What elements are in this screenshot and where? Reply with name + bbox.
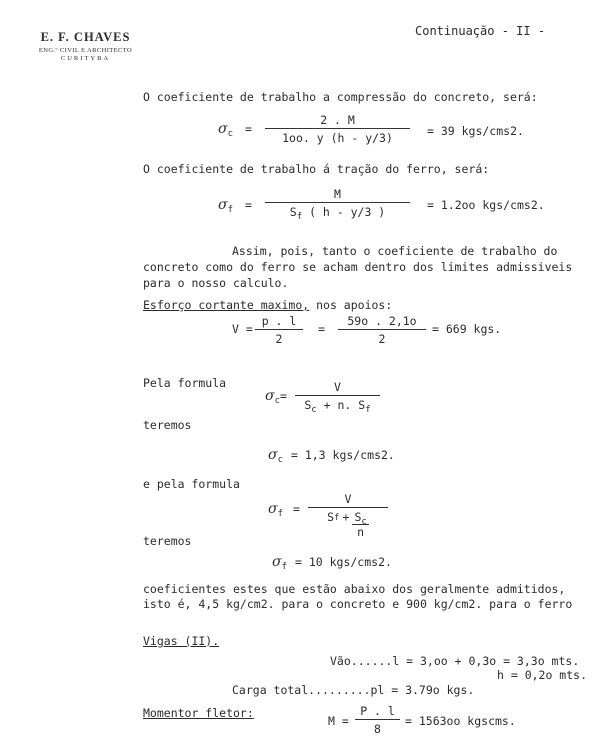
result-sigma-f: [272, 553, 392, 571]
result-sigma-c: [268, 446, 395, 464]
sigma-subscript: f: [281, 562, 287, 572]
result-value: = 1,3 kgs/cms2.: [290, 448, 395, 462]
fraction-denominator: 2: [275, 332, 283, 346]
result-f2: = 1.2oo kgs/cms2.: [427, 198, 545, 212]
fraction-numerator: M: [334, 187, 341, 201]
sigma-symbol: σ: [268, 447, 278, 463]
equals-sign: =: [292, 502, 300, 516]
paragraph-assim-line1: Assim, pois, tanto o coeficiente de trabalho do: [232, 244, 558, 258]
paragraph-compression: O coeficiente de trabalho a compressão do concreto, será:: [143, 90, 538, 104]
paragraph-coeficientes-line1: coeficientes estes que estão abaixo dos geralmente admitidos,: [143, 582, 566, 596]
vao-line: Vão......l = 3,oo + 0,3o = 3,3o mts.: [330, 654, 580, 668]
paragraph-assim-line3: para o nosso calculo.: [143, 276, 289, 290]
page-header: Continuação - II -: [415, 24, 546, 38]
fraction-f3a: [255, 314, 303, 346]
fraction-f4: [295, 380, 380, 415]
letterhead-profession: ENG.º CIVIL E ARCHITECTO: [38, 47, 133, 54]
shear-lhs: V =: [232, 322, 253, 336]
result-f6: = 1563oo kgscms.: [405, 714, 516, 728]
sigma-subscript: c: [277, 455, 283, 465]
sigma-subscript: c: [227, 129, 233, 139]
result-f1: = 39 kgs/cms2.: [427, 124, 524, 138]
fraction-numerator: V: [334, 380, 341, 394]
sigma-symbol: σ: [268, 501, 278, 517]
formula-sigma-c-shear: [265, 387, 287, 405]
h-line: h = 0,2o mts.: [497, 668, 588, 682]
pela-formula-label-2: e pela formula: [143, 477, 240, 491]
letterhead: [18, 30, 153, 62]
fraction-f3b: [338, 314, 426, 346]
sigma-subscript: f: [227, 205, 233, 215]
moment-lhs: M =: [328, 714, 349, 728]
sigma-symbol: σ: [218, 121, 228, 137]
equals-sign: =: [244, 122, 252, 136]
formula-sigma-f: [218, 196, 252, 214]
sigma-subscript: c: [274, 396, 280, 406]
shear-subtitle: nos apoios:: [316, 298, 393, 312]
fraction-numerator: V: [344, 492, 352, 506]
equals-sign: =: [318, 322, 325, 336]
sigma-symbol: σ: [218, 197, 228, 213]
fraction-denominator: $S_f$ ( h - y/3 ): [289, 205, 386, 222]
fraction-f5: [308, 492, 388, 539]
fraction-f2: [265, 187, 410, 222]
shear-heading: [143, 298, 392, 312]
fraction-denominator: S f + $\frac{S_c}{n}$: [327, 510, 367, 539]
equals-sign: =: [244, 198, 252, 212]
sigma-symbol: σ: [272, 554, 282, 570]
paragraph-assim-line2: concreto como do ferro se acham dentro dos limites admissiveis: [143, 260, 573, 274]
fraction-numerator: P . l: [360, 704, 395, 718]
letterhead-city: CURITYBA: [60, 55, 111, 62]
paragraph-coeficientes-line2: isto é, 4,5 kg/cm2. para o concreto e 900 kg/cm2. para o ferro: [143, 597, 573, 611]
formula-sigma-c: [218, 120, 252, 138]
sigma-symbol: σ: [265, 388, 275, 404]
pela-formula-label: Pela formula: [143, 376, 227, 390]
paragraph-traction: O coeficiente de trabalho á tração do ferro, será:: [143, 162, 490, 176]
vigas-title: Vigas (II).: [143, 634, 220, 648]
momento-title: Momentor fletor:: [143, 706, 254, 720]
fraction-numerator: 2 . M: [320, 113, 355, 127]
equals-sign: =: [279, 389, 287, 403]
result-f3: = 669 kgs.: [432, 322, 502, 336]
shear-title: Esforço cortante maximo,: [143, 298, 310, 312]
formula-sigma-f-shear: [268, 500, 300, 518]
fraction-numerator: p . l: [261, 314, 297, 328]
teremos-label-2: teremos: [143, 534, 192, 548]
fraction-denominator: 1oo. y (h - y/3): [282, 131, 393, 145]
result-value: = 10 kgs/cms2.: [294, 555, 392, 569]
teremos-label: teremos: [143, 418, 192, 432]
sigma-subscript: f: [277, 509, 283, 519]
fraction-denominator: $S_c + n$. $S_f$: [304, 398, 371, 415]
carga-line: Carga total.........pl = 3.79o kgs.: [232, 683, 475, 697]
fraction-f6: [355, 704, 400, 736]
fraction-numerator: 59o . 2,1o: [347, 314, 417, 328]
fraction-denominator: 2: [378, 332, 386, 346]
letterhead-name: E. F. CHAVES: [40, 30, 131, 44]
fraction-f1: [265, 113, 410, 145]
fraction-denominator: 8: [374, 722, 381, 736]
